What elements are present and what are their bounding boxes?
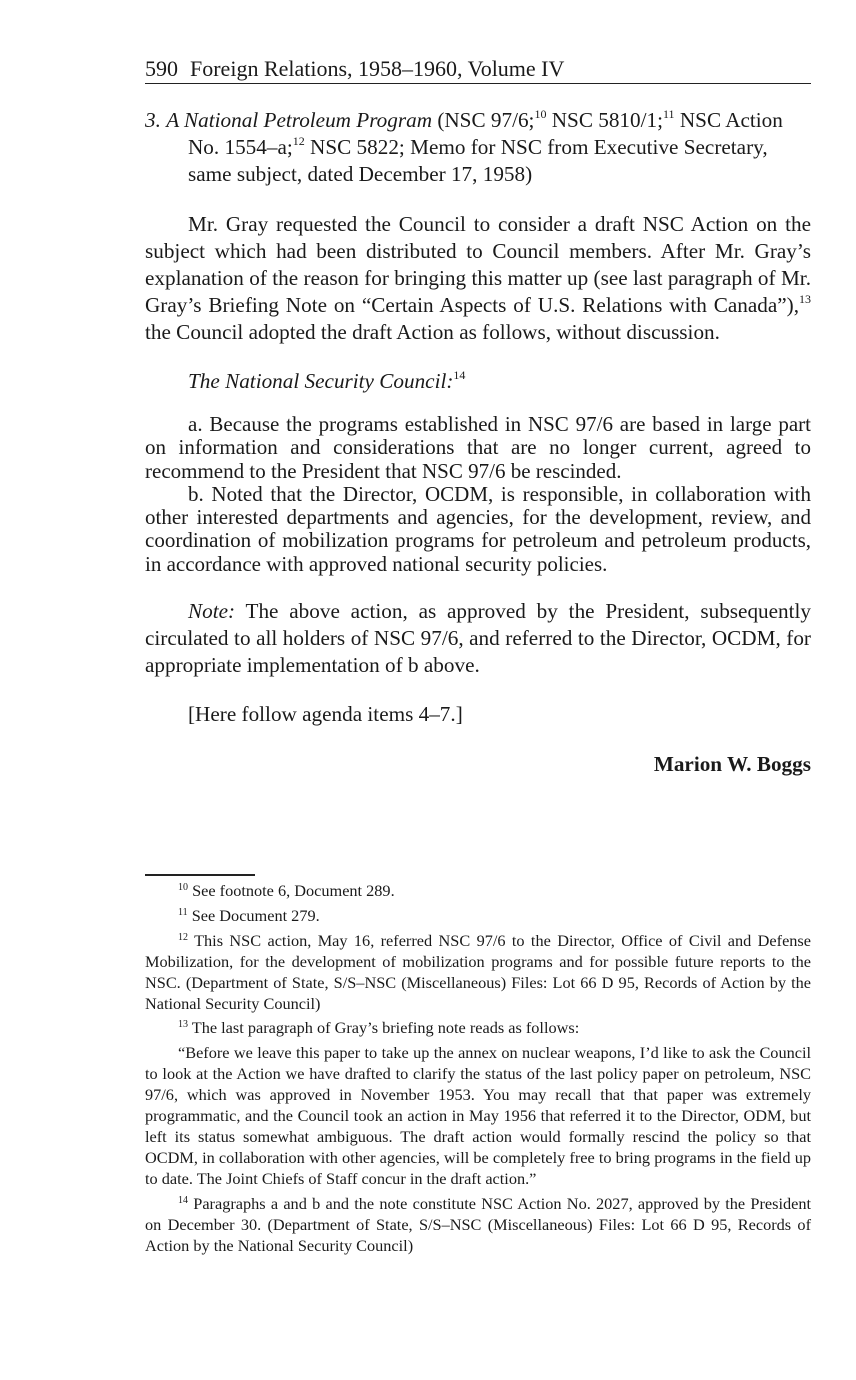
- footnote-ref-13[interactable]: 13: [799, 292, 811, 306]
- item-refs-4: NSC 5822; Memo for NSC from Executive Secretary, same subject, dated December 17, 1958): [188, 135, 768, 186]
- item-title: A National Petroleum Program: [166, 108, 433, 132]
- footnote-13-quote: “Before we leave this paper to take up the annex on nuclear weapons, I’d like to ask the Council to look at the Action we have drafted to clarify the status of the last policy paper on petroleum, NSC 97/6, which was approved in November 1953. You may recall that that paper was extremely programmatic, and the Council took an action in May 1956 that referred it to the Director, ODM, but left its status somewhat ambiguous. The draft action would formally rescind the policy so that OCDM, in collaboration with other agencies, will be completely free to bring programs in the field up to date. The Joint Chiefs of Staff concur in the draft action.”: [145, 1043, 811, 1188]
- footnote-number: 12: [178, 931, 188, 943]
- footnote-10: [145, 881, 811, 902]
- agenda-note: [Here follow agenda items 4–7.]: [188, 702, 463, 727]
- gray-text-2: the Council adopted the draft Action as follows, without discussion.: [145, 320, 720, 344]
- council-label: [145, 368, 811, 395]
- running-head: [145, 56, 811, 84]
- council-label-text: The National Security Council:: [188, 369, 454, 393]
- footnote-number: 10: [178, 882, 188, 893]
- main-text: [145, 107, 811, 778]
- footnote-ref-11[interactable]: 11: [663, 107, 675, 121]
- footnote-number: 13: [178, 1019, 188, 1031]
- footnote-text: See footnote 6, Document 289.: [192, 881, 395, 900]
- item-refs-3: NSC Action No. 1554–a;: [188, 108, 783, 159]
- footnote-12: [145, 931, 811, 1015]
- agenda-item-heading: [145, 107, 811, 188]
- footnote-number: 11: [178, 906, 188, 918]
- gray-paragraph: [145, 211, 811, 346]
- footnote-11: [145, 906, 811, 927]
- action-a: a. Because the programs established in NSC 97/6 are based in large part on information and considerations that are no longer current, agreed to recommend to the President that NSC 97/6 be rescinded.: [145, 412, 811, 483]
- volume-title: Foreign Relations, 1958–1960, Volume IV: [190, 56, 565, 81]
- note-label: Note:: [188, 599, 236, 624]
- footnote-ref-10[interactable]: 10: [534, 107, 547, 121]
- item-number: 3.: [145, 108, 161, 132]
- footnote-text: This NSC action, May 16, referred NSC 97/6 to the Director, Office of Civil and Defense Mobilization, for the development of mobilization programs and for possible future reports to the NSC. (Department of State, S/S–NSC (Miscellaneous) Files: Lot 66 D 95, Records of Action by the National Security Council): [145, 930, 811, 1013]
- footnote-separator: [145, 874, 255, 876]
- footnote-number: 14: [178, 1194, 188, 1206]
- note-paragraph: [145, 598, 811, 679]
- item-refs-1: (NSC 97/6;: [437, 108, 535, 132]
- action-b: b. Noted that the Director, OCDM, is responsible, in collaboration with other interested departments and agencies, for the development, review, and coordination of mobilization programs for petroleum and petroleum products, in accordance with approved national security policies.: [145, 481, 811, 576]
- footnotes: [145, 881, 811, 1256]
- page-number: 590: [145, 56, 178, 81]
- footnote-14: [145, 1194, 811, 1257]
- signature: Marion W. Boggs: [653, 752, 811, 777]
- footnote-13: [145, 1018, 811, 1039]
- footnote-text: The last paragraph of Gray’s briefing note reads as follows:: [191, 1018, 580, 1038]
- item-refs-2: NSC 5810/1;: [551, 108, 663, 132]
- note-text: The above action, as approved by the President, subsequently circulated to all holders of NSC 97/6, and referred to the Director, OCDM, for appropriate implementation of b above.: [145, 599, 811, 678]
- footnote-ref-14[interactable]: 14: [453, 368, 466, 382]
- footnote-text: See Document 279.: [191, 905, 320, 925]
- gray-text-1: Mr. Gray requested the Council to consider a draft NSC Action on the subject which had been distributed to Council members. After Mr. Gray’s explanation of the reason for bringing this matter up (see last paragraph of Mr. Gray’s Briefing Note on “Certain Aspects of U.S. Relations with Canada”),: [145, 212, 811, 317]
- footnote-text: Paragraphs a and b and the note constitute NSC Action No. 2027, approved by the President on December 30. (Department of State, S/S–NSC (Miscellaneous) Files: Lot 66 D 95, Records of Action by the National Security Council): [145, 1193, 812, 1255]
- footnote-ref-12[interactable]: 12: [292, 134, 305, 148]
